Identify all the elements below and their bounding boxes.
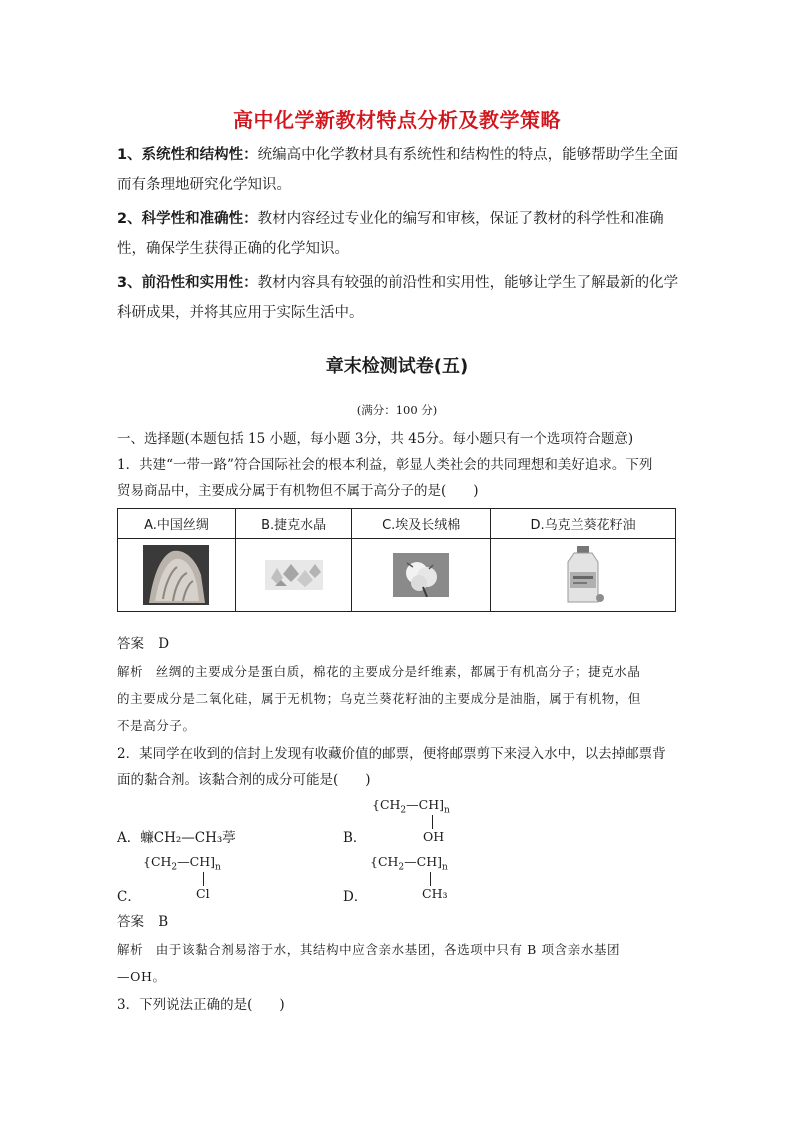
q2-stem-line1: 2．某同学在收到的信封上发现有收藏价值的邮票，便将邮票剪下来浸入水中，以去掉邮票背	[117, 746, 666, 762]
q2-analysis-label: 解析	[117, 942, 144, 957]
q1-analysis-text1: 丝绸的主要成分是蛋白质，棉花的主要成分是纤维素，都属于有机高分子；捷克水晶	[155, 664, 641, 679]
silk-image	[143, 545, 209, 605]
oil-bottle-image	[560, 544, 606, 606]
q1-analysis-label: 解析	[117, 664, 144, 679]
point-3-text: 教材内容具有较强的前沿性和实用性，能够让学生了解最新的化学科研成果，并将其应用于实际生活中。	[117, 275, 679, 321]
q1-stem-line2: 贸易商品中，主要成分属于有机物但不属于高分子的是( )	[117, 483, 479, 499]
q2-answer-label: 答案	[117, 914, 144, 930]
q2-answer-value: B	[158, 914, 169, 930]
q2-option-c-formula: $\{CH_2—CH]_n$	[143, 854, 221, 873]
exam-score: (满分：100 分)	[356, 403, 438, 417]
q2-option-b-bond	[432, 815, 433, 829]
q3-stem: 3．下列说法正确的是( )	[117, 997, 285, 1013]
q1-option-c: C.埃及长绒棉	[352, 509, 491, 539]
point-3	[117, 268, 683, 328]
section-1-heading: 一、选择题(本题包括 15 小题，每小题 3分，共 45分。每小题只有一个选项符合题意)	[117, 431, 634, 447]
q2-option-c-bond	[203, 872, 204, 886]
q2-option-b-label: B．	[343, 830, 367, 846]
q1-answer-value: D	[158, 636, 170, 652]
q2-option-c-n: n	[215, 862, 221, 873]
q1-option-b: B.捷克水晶	[235, 509, 351, 539]
q2-analysis-line2: —OH。	[117, 969, 166, 984]
q1-option-d: D.乌克兰葵花籽油	[491, 509, 676, 539]
q2-option-d-group: CH₃	[422, 886, 448, 901]
q2-option-d-n: n	[442, 862, 448, 873]
q2-option-a-pre: 蠊	[140, 830, 154, 846]
q2-option-a-label: A．	[117, 830, 141, 846]
q2-option-a	[117, 826, 337, 850]
doc-title: 高中化学新教材特点分析及教学策略	[233, 108, 561, 132]
q1-stem-line1: 1．共建“一带一路”符合国际社会的根本利益，彰显人类社会的共同理想和美好追求。下列	[117, 457, 653, 473]
q1-answer-label: 答案	[117, 636, 144, 652]
q2-option-d-formula: $\{CH_2—CH]_n$	[370, 854, 448, 873]
oil-image-cell	[491, 539, 676, 612]
q2-option-c-label: C．	[117, 889, 141, 905]
q2-analysis-text1: 由于该黏合剂易溶于水，其结构中应含亲水基团，各选项中只有 B 项含亲水基团	[155, 942, 621, 957]
q1-analysis-line2: 的主要成分是二氧化硅，属于无机物；乌克兰葵花籽油的主要成分是油脂，属于有机物，但	[117, 691, 642, 706]
q2-option-b-formula: $\{CH_2—CH]_n$	[372, 797, 450, 816]
q2-stem-line2: 面的黏合剂。该黏合剂的成分可能是( )	[117, 772, 371, 788]
q2-option-a-post: 葶	[222, 830, 236, 846]
q2-option-d-label: D．	[343, 889, 368, 905]
silk-image-cell	[118, 539, 236, 612]
q2-answer	[117, 910, 683, 934]
q2-option-b-n: n	[444, 805, 450, 816]
crystal-image-cell	[235, 539, 351, 612]
point-1-text: 统编高中化学教材具有系统性和结构性的特点，能够帮助学生全面而有条理地研究化学知识。	[117, 147, 679, 193]
q1-analysis-line3: 不是高分子。	[117, 718, 196, 733]
point-2-text: 教材内容经过专业化的编写和审核，保证了教材的科学性和准确性，确保学生获得正确的化学知识。	[117, 211, 664, 257]
crystal-image	[265, 560, 323, 590]
point-1	[117, 140, 683, 200]
q2-option-c-group: Cl	[196, 886, 210, 901]
q1-answer	[117, 632, 683, 656]
cotton-image	[393, 553, 449, 597]
q1-option-a: A.中国丝绸	[118, 509, 236, 539]
point-2-label: 2、科学性和准确性：	[117, 211, 258, 227]
q2-analysis-line1	[117, 937, 683, 963]
exam-title: 章末检测试卷(五)	[325, 356, 469, 377]
q1-analysis-line1	[117, 659, 683, 685]
q1-options-table	[117, 508, 676, 612]
q2-option-a-formula: CH₂—CH₃	[153, 830, 223, 846]
cotton-image-cell	[352, 539, 491, 612]
point-2	[117, 204, 683, 264]
point-3-label: 3、前沿性和实用性：	[117, 275, 258, 291]
point-1-label: 1、系统性和结构性：	[117, 147, 258, 163]
q2-option-d-bond	[430, 872, 431, 886]
q2-option-b-group: OH	[423, 829, 445, 844]
